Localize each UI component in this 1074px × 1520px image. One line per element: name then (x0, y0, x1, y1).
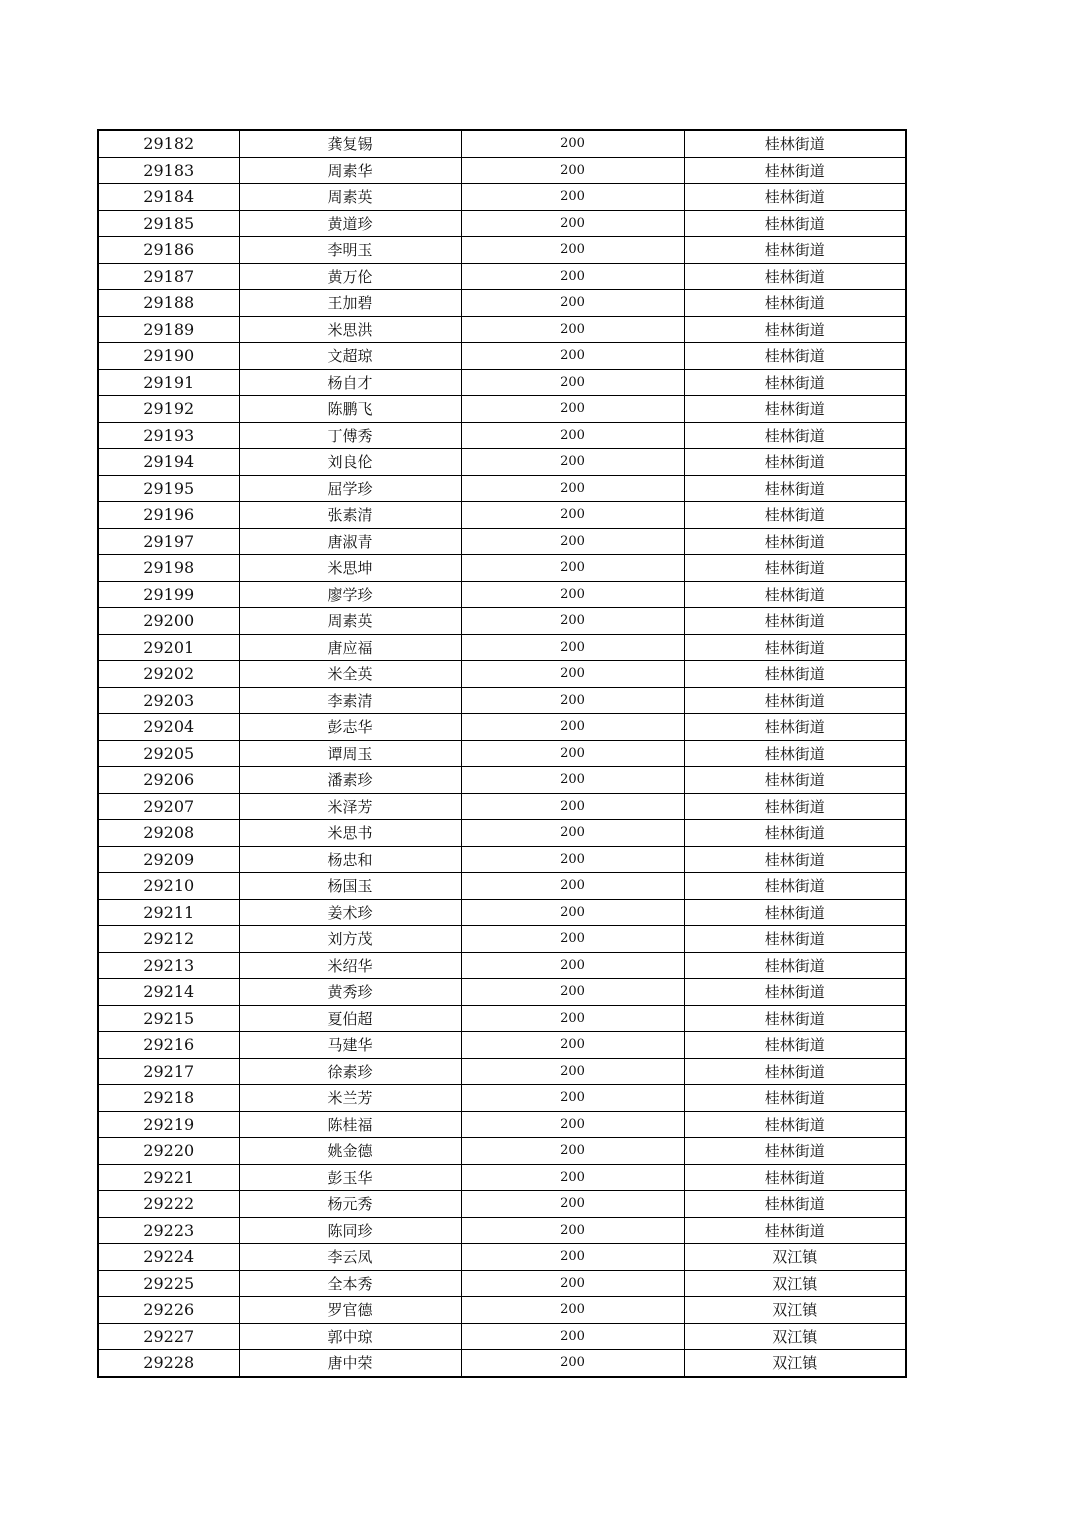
cell-name: 陈鹏飞 (239, 396, 461, 423)
cell-name: 姚金德 (239, 1138, 461, 1165)
table-row (98, 1058, 906, 1085)
cell-name: 杨自才 (239, 369, 461, 396)
table-row (98, 157, 906, 184)
table-row (98, 555, 906, 582)
cell-amount: 200 (461, 475, 684, 502)
cell-amount: 200 (461, 873, 684, 900)
cell-area: 桂林街道 (684, 555, 906, 582)
cell-area: 桂林街道 (684, 184, 906, 211)
cell-amount: 200 (461, 846, 684, 873)
table-row (98, 846, 906, 873)
cell-name: 米泽芳 (239, 793, 461, 820)
cell-id: 29224 (98, 1244, 239, 1271)
table-row (98, 343, 906, 370)
cell-name: 徐素珍 (239, 1058, 461, 1085)
table-row (98, 422, 906, 449)
cell-area: 桂林街道 (684, 979, 906, 1006)
cell-id: 29196 (98, 502, 239, 529)
cell-area: 桂林街道 (684, 1032, 906, 1059)
cell-id: 29184 (98, 184, 239, 211)
cell-id: 29226 (98, 1297, 239, 1324)
table-row (98, 475, 906, 502)
table-row (98, 449, 906, 476)
table-row (98, 1350, 906, 1377)
table-row (98, 369, 906, 396)
cell-area: 双江镇 (684, 1323, 906, 1350)
table-row (98, 1191, 906, 1218)
table-row (98, 793, 906, 820)
cell-amount: 200 (461, 210, 684, 237)
table-row (98, 1138, 906, 1165)
table-row (98, 1297, 906, 1324)
table-row (98, 1111, 906, 1138)
table-row (98, 767, 906, 794)
cell-name: 黄秀珍 (239, 979, 461, 1006)
cell-id: 29197 (98, 528, 239, 555)
cell-area: 桂林街道 (684, 740, 906, 767)
cell-id: 29208 (98, 820, 239, 847)
cell-amount: 200 (461, 1164, 684, 1191)
cell-area: 桂林街道 (684, 952, 906, 979)
cell-id: 29203 (98, 687, 239, 714)
cell-amount: 200 (461, 502, 684, 529)
cell-id: 29212 (98, 926, 239, 953)
cell-name: 杨国玉 (239, 873, 461, 900)
cell-amount: 200 (461, 130, 684, 157)
cell-name: 李云凤 (239, 1244, 461, 1271)
cell-id: 29220 (98, 1138, 239, 1165)
cell-id: 29217 (98, 1058, 239, 1085)
cell-id: 29207 (98, 793, 239, 820)
cell-name: 刘良伦 (239, 449, 461, 476)
table-row (98, 740, 906, 767)
cell-amount: 200 (461, 422, 684, 449)
cell-area: 桂林街道 (684, 1058, 906, 1085)
cell-amount: 200 (461, 767, 684, 794)
cell-amount: 200 (461, 1270, 684, 1297)
cell-amount: 200 (461, 343, 684, 370)
cell-area: 双江镇 (684, 1270, 906, 1297)
cell-area: 桂林街道 (684, 1217, 906, 1244)
table-row (98, 263, 906, 290)
table-body (98, 130, 906, 1377)
cell-id: 29198 (98, 555, 239, 582)
cell-amount: 200 (461, 1217, 684, 1244)
cell-amount: 200 (461, 793, 684, 820)
cell-amount: 200 (461, 581, 684, 608)
cell-id: 29185 (98, 210, 239, 237)
cell-amount: 200 (461, 1323, 684, 1350)
cell-area: 桂林街道 (684, 237, 906, 264)
table-row (98, 1217, 906, 1244)
cell-name: 米思洪 (239, 316, 461, 343)
cell-amount: 200 (461, 1138, 684, 1165)
cell-area: 桂林街道 (684, 634, 906, 661)
cell-id: 29202 (98, 661, 239, 688)
cell-name: 屈学珍 (239, 475, 461, 502)
cell-id: 29201 (98, 634, 239, 661)
cell-name: 全本秀 (239, 1270, 461, 1297)
cell-area: 桂林街道 (684, 899, 906, 926)
cell-amount: 200 (461, 316, 684, 343)
table-row (98, 1164, 906, 1191)
cell-id: 29221 (98, 1164, 239, 1191)
cell-area: 桂林街道 (684, 1191, 906, 1218)
table-row (98, 1323, 906, 1350)
cell-area: 桂林街道 (684, 661, 906, 688)
table-row (98, 396, 906, 423)
cell-name: 马建华 (239, 1032, 461, 1059)
table-row (98, 528, 906, 555)
cell-area: 桂林街道 (684, 581, 906, 608)
cell-amount: 200 (461, 1350, 684, 1377)
cell-area: 双江镇 (684, 1297, 906, 1324)
cell-amount: 200 (461, 926, 684, 953)
table-row (98, 237, 906, 264)
cell-amount: 200 (461, 1032, 684, 1059)
cell-name: 张素清 (239, 502, 461, 529)
cell-name: 米全英 (239, 661, 461, 688)
cell-name: 周素英 (239, 608, 461, 635)
cell-name: 唐淑青 (239, 528, 461, 555)
table-row (98, 1085, 906, 1112)
cell-area: 桂林街道 (684, 157, 906, 184)
cell-name: 米思坤 (239, 555, 461, 582)
cell-id: 29211 (98, 899, 239, 926)
cell-area: 桂林街道 (684, 926, 906, 953)
cell-area: 桂林街道 (684, 714, 906, 741)
table-row (98, 502, 906, 529)
cell-id: 29227 (98, 1323, 239, 1350)
cell-area: 桂林街道 (684, 449, 906, 476)
cell-name: 刘方茂 (239, 926, 461, 953)
cell-amount: 200 (461, 714, 684, 741)
cell-name: 文超琼 (239, 343, 461, 370)
cell-area: 桂林街道 (684, 528, 906, 555)
cell-amount: 200 (461, 184, 684, 211)
cell-area: 桂林街道 (684, 873, 906, 900)
cell-amount: 200 (461, 661, 684, 688)
table-row (98, 979, 906, 1006)
cell-amount: 200 (461, 1111, 684, 1138)
cell-id: 29206 (98, 767, 239, 794)
cell-amount: 200 (461, 157, 684, 184)
cell-name: 黄万伦 (239, 263, 461, 290)
table-row (98, 1244, 906, 1271)
cell-area: 双江镇 (684, 1350, 906, 1377)
cell-name: 李明玉 (239, 237, 461, 264)
cell-name: 周素华 (239, 157, 461, 184)
table-row (98, 130, 906, 157)
cell-area: 桂林街道 (684, 1164, 906, 1191)
cell-id: 29191 (98, 369, 239, 396)
cell-id: 29188 (98, 290, 239, 317)
cell-area: 桂林街道 (684, 1085, 906, 1112)
cell-name: 夏伯超 (239, 1005, 461, 1032)
cell-area: 桂林街道 (684, 475, 906, 502)
cell-name: 杨忠和 (239, 846, 461, 873)
cell-name: 米绍华 (239, 952, 461, 979)
cell-name: 彭玉华 (239, 1164, 461, 1191)
table-row (98, 899, 906, 926)
cell-id: 29218 (98, 1085, 239, 1112)
cell-area: 双江镇 (684, 1244, 906, 1271)
table-row (98, 1032, 906, 1059)
table-row (98, 210, 906, 237)
cell-id: 29205 (98, 740, 239, 767)
cell-amount: 200 (461, 1191, 684, 1218)
cell-name: 潘素珍 (239, 767, 461, 794)
cell-name: 彭志华 (239, 714, 461, 741)
cell-id: 29215 (98, 1005, 239, 1032)
cell-amount: 200 (461, 952, 684, 979)
cell-name: 丁傅秀 (239, 422, 461, 449)
cell-name: 姜术珍 (239, 899, 461, 926)
table-row (98, 634, 906, 661)
cell-amount: 200 (461, 1244, 684, 1271)
cell-area: 桂林街道 (684, 502, 906, 529)
cell-area: 桂林街道 (684, 369, 906, 396)
cell-id: 29182 (98, 130, 239, 157)
cell-amount: 200 (461, 1058, 684, 1085)
cell-id: 29186 (98, 237, 239, 264)
cell-id: 29195 (98, 475, 239, 502)
table-row (98, 952, 906, 979)
cell-amount: 200 (461, 979, 684, 1006)
cell-name: 米思书 (239, 820, 461, 847)
table-row (98, 820, 906, 847)
cell-amount: 200 (461, 396, 684, 423)
cell-area: 桂林街道 (684, 820, 906, 847)
cell-id: 29189 (98, 316, 239, 343)
table-row (98, 687, 906, 714)
cell-name: 陈同珍 (239, 1217, 461, 1244)
cell-id: 29199 (98, 581, 239, 608)
cell-amount: 200 (461, 237, 684, 264)
cell-amount: 200 (461, 555, 684, 582)
cell-name: 龚复锡 (239, 130, 461, 157)
table-row (98, 184, 906, 211)
cell-area: 桂林街道 (684, 1005, 906, 1032)
cell-amount: 200 (461, 740, 684, 767)
cell-amount: 200 (461, 820, 684, 847)
cell-amount: 200 (461, 290, 684, 317)
cell-amount: 200 (461, 449, 684, 476)
cell-amount: 200 (461, 687, 684, 714)
cell-id: 29210 (98, 873, 239, 900)
cell-name: 周素英 (239, 184, 461, 211)
cell-name: 唐中荣 (239, 1350, 461, 1377)
cell-area: 桂林街道 (684, 846, 906, 873)
cell-area: 桂林街道 (684, 767, 906, 794)
cell-amount: 200 (461, 528, 684, 555)
cell-area: 桂林街道 (684, 1138, 906, 1165)
cell-id: 29225 (98, 1270, 239, 1297)
cell-name: 李素清 (239, 687, 461, 714)
cell-id: 29192 (98, 396, 239, 423)
cell-name: 王加碧 (239, 290, 461, 317)
table-row (98, 581, 906, 608)
cell-id: 29222 (98, 1191, 239, 1218)
table-row (98, 316, 906, 343)
table-row (98, 1005, 906, 1032)
cell-name: 唐应福 (239, 634, 461, 661)
cell-area: 桂林街道 (684, 608, 906, 635)
cell-area: 桂林街道 (684, 396, 906, 423)
cell-amount: 200 (461, 608, 684, 635)
cell-id: 29216 (98, 1032, 239, 1059)
cell-area: 桂林街道 (684, 1111, 906, 1138)
cell-area: 桂林街道 (684, 343, 906, 370)
cell-id: 29209 (98, 846, 239, 873)
table-row (98, 714, 906, 741)
cell-id: 29200 (98, 608, 239, 635)
table-row (98, 290, 906, 317)
cell-name: 廖学珍 (239, 581, 461, 608)
cell-area: 桂林街道 (684, 422, 906, 449)
table-row (98, 661, 906, 688)
cell-amount: 200 (461, 1297, 684, 1324)
cell-id: 29223 (98, 1217, 239, 1244)
cell-name: 杨元秀 (239, 1191, 461, 1218)
table-row (98, 608, 906, 635)
cell-id: 29193 (98, 422, 239, 449)
data-table (97, 129, 907, 1378)
cell-area: 桂林街道 (684, 263, 906, 290)
cell-id: 29219 (98, 1111, 239, 1138)
cell-name: 米兰芳 (239, 1085, 461, 1112)
cell-amount: 200 (461, 634, 684, 661)
cell-amount: 200 (461, 369, 684, 396)
cell-area: 桂林街道 (684, 316, 906, 343)
cell-id: 29187 (98, 263, 239, 290)
table-row (98, 873, 906, 900)
cell-amount: 200 (461, 899, 684, 926)
cell-area: 桂林街道 (684, 130, 906, 157)
cell-id: 29190 (98, 343, 239, 370)
cell-id: 29204 (98, 714, 239, 741)
cell-name: 谭周玉 (239, 740, 461, 767)
cell-area: 桂林街道 (684, 290, 906, 317)
cell-id: 29214 (98, 979, 239, 1006)
cell-amount: 200 (461, 263, 684, 290)
cell-area: 桂林街道 (684, 793, 906, 820)
cell-amount: 200 (461, 1005, 684, 1032)
cell-id: 29183 (98, 157, 239, 184)
cell-id: 29228 (98, 1350, 239, 1377)
table-row (98, 926, 906, 953)
cell-name: 黄道珍 (239, 210, 461, 237)
cell-id: 29194 (98, 449, 239, 476)
cell-area: 桂林街道 (684, 210, 906, 237)
cell-name: 郭中琼 (239, 1323, 461, 1350)
cell-name: 陈桂福 (239, 1111, 461, 1138)
table-row (98, 1270, 906, 1297)
cell-id: 29213 (98, 952, 239, 979)
cell-area: 桂林街道 (684, 687, 906, 714)
cell-name: 罗官德 (239, 1297, 461, 1324)
cell-amount: 200 (461, 1085, 684, 1112)
